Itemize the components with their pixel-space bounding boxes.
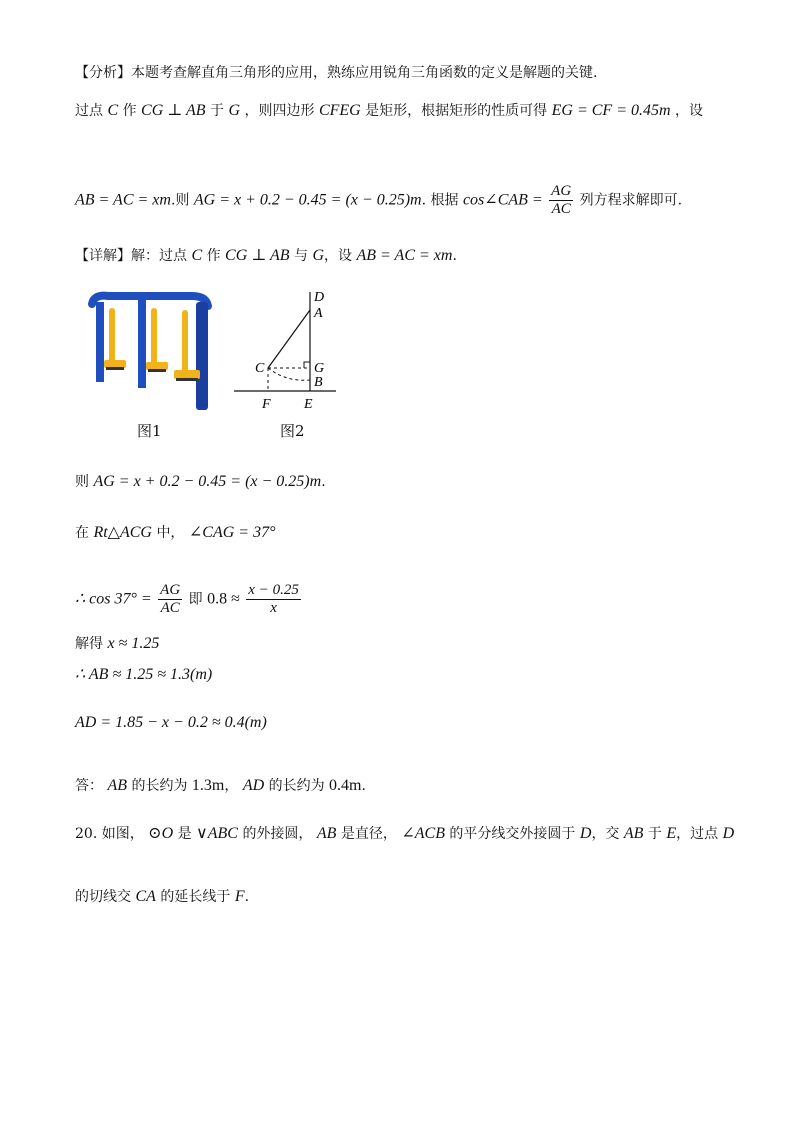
text-segment: 的长约为 <box>268 778 325 794</box>
label-G: G <box>314 361 325 376</box>
text-segment: . <box>321 474 326 490</box>
math-expression: EG = CF = 0.45m <box>551 102 671 119</box>
text-segment: 过点 <box>75 103 103 119</box>
fraction <box>246 582 301 617</box>
fraction-numerator: AG <box>160 582 181 598</box>
math-expression: ∴ AB ≈ 1.25 ≈ 1.3(m) <box>75 666 213 683</box>
figure-2-caption: 图2 <box>280 422 305 440</box>
math-expression: ∠ACB <box>401 825 445 842</box>
math-expression: x ≈ 1.25 <box>107 635 160 652</box>
math-expression: AD = 1.85 − x − 0.2 ≈ 0.4(m) <box>75 714 267 731</box>
analysis-text: 本题考查解直角三角形的应用，熟练应用锐角三角函数的定义是解题的关键. <box>131 65 598 81</box>
math-expression: CG ⊥ AB <box>225 247 290 264</box>
step-6 <box>75 713 267 733</box>
text-segment: .则 <box>170 192 190 209</box>
text-segment: 是直径， <box>340 826 397 842</box>
math-expression: cos∠CAB = <box>462 191 543 209</box>
text-segment: 作 <box>122 103 137 119</box>
label-D: D <box>314 290 325 305</box>
detail-tag: 【详解】 <box>75 248 131 264</box>
text-segment: 的切线交 <box>75 889 131 905</box>
math-expression: CFEG <box>318 102 361 119</box>
fraction <box>158 582 182 617</box>
step-2 <box>75 523 276 543</box>
text-segment: . <box>244 889 250 905</box>
fraction-denominator: x <box>270 600 277 616</box>
label-A: A <box>314 306 323 321</box>
step-5 <box>75 665 212 685</box>
math-expression: AD <box>242 777 265 794</box>
text-segment: 的外接圆， <box>242 826 313 842</box>
text-segment: 在 <box>75 525 89 541</box>
text-segment: 解得 <box>75 636 103 652</box>
math-expression: AB <box>316 825 337 842</box>
question-number: 20. 如图， <box>75 826 144 842</box>
fraction-denominator: AC <box>160 600 180 616</box>
fraction <box>549 183 573 218</box>
step-3 <box>75 582 303 617</box>
text-segment: 的长约为 <box>131 778 188 794</box>
math-expression: 1.3m <box>191 777 225 794</box>
geometry-diagram <box>228 288 348 418</box>
math-point: C <box>107 102 119 119</box>
math-expression: ∴ cos 37° = <box>75 590 152 608</box>
math-expression: CA <box>135 888 156 905</box>
math-expression: AB <box>107 777 127 794</box>
label-F: F <box>262 397 271 412</box>
question-20-line-2 <box>75 887 249 907</box>
step-1 <box>75 472 326 492</box>
text-segment: ，则四边形 <box>244 103 315 119</box>
math-point: C <box>191 247 203 264</box>
math-point: G <box>228 102 241 119</box>
math-expression: AB = AC = xm <box>75 191 171 209</box>
label-C: C <box>255 361 265 376</box>
math-expression: AG = x + 0.2 − 0.45 = (x − 0.25)m <box>193 191 422 209</box>
text-segment: . <box>452 248 457 264</box>
text-segment: ，过点 <box>676 826 719 842</box>
math-point: F <box>234 888 245 905</box>
question-20-line-1 <box>75 824 734 844</box>
text-segment: 答： <box>75 778 103 794</box>
text-segment: 是矩形，根据矩形的性质可得 <box>365 103 548 119</box>
detail-line <box>75 246 457 266</box>
method-line-2 <box>75 183 682 218</box>
text-segment: 的平分线交外接圆于 <box>449 826 576 842</box>
text-segment: ，设 <box>675 103 703 119</box>
text-segment: ， <box>224 778 239 794</box>
text-segment: 即 <box>188 591 203 608</box>
text-segment: 则 <box>75 474 89 490</box>
math-expression: ∠CAG = 37° <box>188 524 276 541</box>
math-expression: CG ⊥ AB <box>141 102 206 119</box>
figure-1-caption: 图1 <box>137 422 162 440</box>
math-expression: 0.4m <box>329 777 362 794</box>
answer-line <box>75 776 366 796</box>
text-segment: 于 <box>647 826 662 842</box>
method-line-1 <box>75 101 703 121</box>
text-segment: . <box>361 778 366 794</box>
math-point: D <box>722 825 735 842</box>
step-4 <box>75 634 159 654</box>
math-point: D <box>579 825 592 842</box>
text-segment: 是 <box>177 826 192 842</box>
math-expression: ⊙O <box>148 825 174 842</box>
text-segment: ，交 <box>591 826 620 842</box>
analysis-tag: 【分析】 <box>75 65 131 81</box>
label-E: E <box>304 397 313 412</box>
fraction-denominator: AC <box>551 201 571 217</box>
text-segment: 与 <box>294 248 309 264</box>
math-point: E <box>666 825 677 842</box>
text-segment: 列方程求解即可. <box>579 192 683 209</box>
math-point: G <box>312 247 325 264</box>
text-segment: 的延长线于 <box>160 889 231 905</box>
fitness-equipment-figure <box>84 290 224 415</box>
math-expression: AB = AC = xm <box>356 247 453 264</box>
text-segment: 作 <box>206 248 221 264</box>
math-expression: AG = x + 0.2 − 0.45 = (x − 0.25)m <box>93 473 322 490</box>
text-segment: . 根据 <box>421 192 459 209</box>
math-expression: AB <box>623 825 644 842</box>
fraction-numerator: AG <box>551 183 572 199</box>
label-B: B <box>314 375 323 390</box>
text-segment: 中， <box>156 525 185 541</box>
math-expression: Rt△ACG <box>93 524 152 541</box>
text-segment: 解：过点 <box>131 248 187 264</box>
math-expression: ∨ABC <box>196 825 238 842</box>
text-segment: ，设 <box>324 248 353 264</box>
math-expression: 0.8 ≈ <box>207 590 240 608</box>
fraction-numerator: x − 0.25 <box>248 582 299 598</box>
text-segment: 于 <box>210 103 225 119</box>
analysis-line <box>75 63 597 83</box>
